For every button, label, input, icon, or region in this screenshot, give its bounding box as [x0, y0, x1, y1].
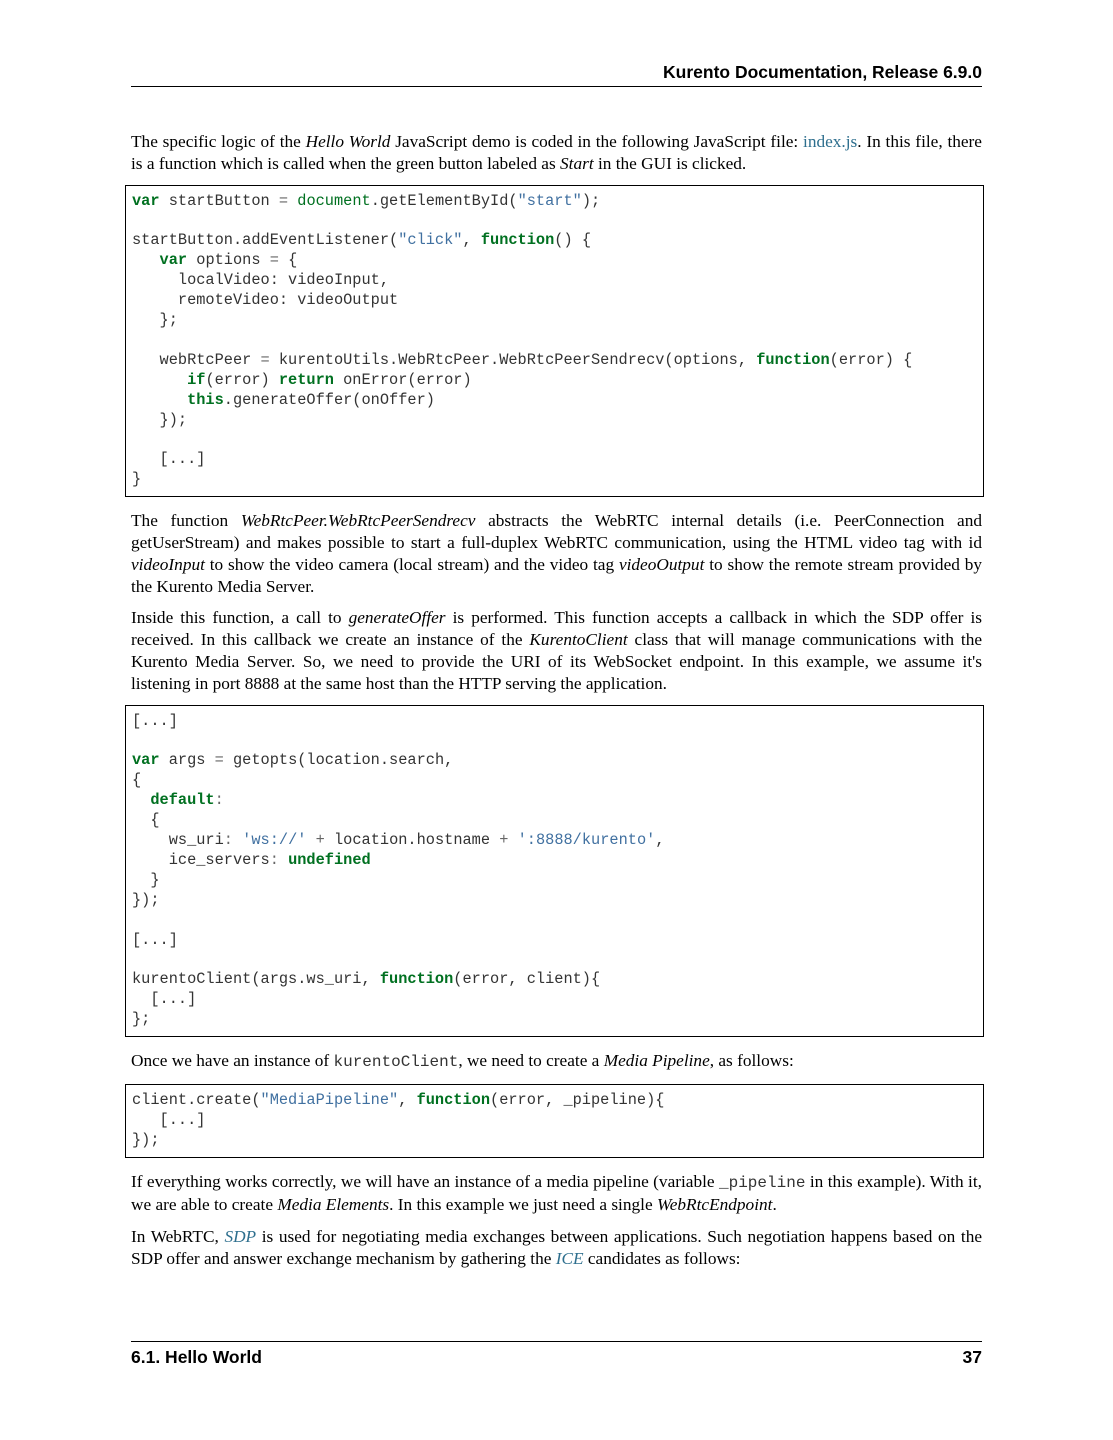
- code-token: startButton: [159, 191, 279, 210]
- text: abstracts the WebRTC internal details (i.e. PeerConnection and getUserStream) and makes possible to start a full-duplex WebRTC communication, using the HTML video tag with id: [131, 511, 982, 552]
- code-token: {: [278, 251, 298, 270]
- code-token: [508, 831, 517, 849]
- code-token: if: [187, 370, 206, 389]
- code-token: kurentoClient(args.ws_uri,: [132, 970, 380, 989]
- code-token: (error) {: [829, 350, 913, 369]
- text: is performed. This function accepts a callback in which the SDP offer is received. In this callback we create an instance of the: [131, 608, 982, 650]
- code-line: }: [132, 870, 160, 889]
- emphasis-hello-world: Hello World: [305, 132, 391, 151]
- page-header: [131, 62, 982, 87]
- code-token: +: [315, 831, 325, 849]
- code-token: [288, 192, 297, 210]
- text: is used for negotiating media exchanges between applications. Such negotiation happens based on the SDP offer and answer exchange mechanism by gathering the: [131, 1227, 983, 1268]
- index-js-link[interactable]: index.js: [803, 132, 858, 151]
- text: class that will manage communications with the Kurento Media Server. So, we need to provide the URI of its WebSocket endpoint. In this example, we assume it's listening in port 8888 at the same host than the HTTP serving the application.: [131, 630, 983, 693]
- code-token: return: [278, 370, 334, 389]
- code-token: document: [297, 191, 371, 210]
- text: Inside this function, a call to: [131, 608, 349, 628]
- code-token: onError(error): [333, 370, 472, 389]
- code-token: function: [480, 231, 555, 250]
- sdp-link[interactable]: SDP: [224, 1227, 257, 1247]
- document-title: Kurento Documentation, Release 6.9.0: [663, 62, 982, 82]
- code-line: [...]: [132, 990, 197, 1009]
- code-line: };: [132, 1010, 151, 1029]
- code-token: "MediaPipeline": [260, 1090, 399, 1109]
- emphasis-videoinput: videoInput: [131, 554, 205, 574]
- code-token: ws_uri: [132, 831, 224, 849]
- code-token: var: [132, 191, 160, 210]
- code-token: 'ws://': [242, 831, 307, 849]
- text: in the GUI is clicked.: [593, 153, 747, 173]
- code-token: [233, 831, 242, 849]
- emphasis-videooutput: videoOutput: [618, 554, 705, 574]
- code-token: function: [416, 1090, 491, 1109]
- code-token: ,: [655, 831, 665, 849]
- code-token: () {: [554, 231, 591, 250]
- text: candidates as follows:: [583, 1248, 741, 1268]
- code-token: ,: [398, 1090, 417, 1109]
- code-line: [...]: [132, 1110, 206, 1129]
- text: The specific logic of the: [131, 132, 306, 151]
- text: If everything works correctly, we will have an instance of a media pipeline (variable: [131, 1171, 719, 1191]
- paragraph-sdp-ice: [131, 1226, 982, 1270]
- code-token: ':8888/kurento': [517, 831, 656, 849]
- code-token: (error): [205, 370, 279, 389]
- code-token: undefined: [288, 850, 371, 869]
- code-token: var: [132, 751, 160, 770]
- page-content: [131, 131, 982, 1280]
- code-token: default: [150, 791, 215, 810]
- code-line: });: [132, 1130, 160, 1149]
- code-token: =: [260, 350, 270, 369]
- emphasis-webrtcpeer: WebRtcPeer.WebRtcPeerSendrecv: [240, 511, 476, 531]
- paragraph-media-pipeline: [131, 1050, 982, 1074]
- emphasis-kurentoclient: KurentoClient: [529, 630, 628, 650]
- text: in this example). With it, we are able to create: [131, 1171, 982, 1215]
- code-token: :: [269, 850, 279, 869]
- text: . In this example we just need a single: [389, 1195, 657, 1215]
- code-token: [132, 371, 187, 389]
- code-token: =: [269, 251, 279, 270]
- code-line: [...]: [132, 711, 178, 730]
- ice-link[interactable]: ICE: [555, 1248, 584, 1268]
- emphasis-start: Start: [560, 153, 594, 173]
- paragraph-sendrecv: [131, 510, 982, 597]
- code-token: kurentoUtils.WebRtcPeer.WebRtcPeerSendrecv(options,: [269, 350, 757, 369]
- code-token: "click": [398, 231, 463, 250]
- code-token: [306, 831, 315, 849]
- code-token: function: [379, 970, 454, 989]
- code-line: }: [132, 470, 142, 489]
- emphasis-generateoffer: generateOffer: [348, 608, 446, 628]
- code-token: [132, 251, 160, 269]
- code-block-kurento-client: [125, 705, 984, 1038]
- code-token: "start": [517, 191, 582, 210]
- code-line: };: [132, 311, 178, 330]
- code-token: =: [214, 751, 224, 770]
- text: In WebRTC,: [131, 1227, 225, 1247]
- section-title: 6.1. Hello World: [131, 1347, 262, 1367]
- code-token: options: [187, 251, 270, 270]
- code-line: remoteVideo: videoOutput: [132, 291, 399, 310]
- code-token: (error, _pipeline){: [490, 1090, 665, 1109]
- code-line: });: [132, 890, 160, 909]
- text: . In this file, there is a function which is called when the green button labeled as: [131, 132, 982, 173]
- code-line: [...]: [132, 930, 178, 949]
- inline-code-kurentoclient: kurentoClient: [333, 1053, 459, 1072]
- code-token: getopts(location.search,: [223, 751, 454, 770]
- text: , as follows:: [709, 1051, 794, 1071]
- code-token: );: [581, 191, 601, 210]
- code-line: localVideo: videoInput,: [132, 271, 390, 290]
- text: to show the video camera (local stream) and the video tag: [204, 554, 619, 574]
- code-token: (error, client){: [453, 970, 601, 989]
- code-token: startButton.addEventListener(: [132, 231, 399, 250]
- code-token: :: [214, 791, 224, 810]
- text: The function: [131, 511, 241, 531]
- code-line: {: [132, 771, 142, 790]
- text: to show the remote stream provided by the Kurento Media Server.: [131, 554, 982, 596]
- code-token: [132, 791, 150, 809]
- paragraph-generate-offer: [131, 607, 982, 694]
- code-token: this: [187, 390, 224, 409]
- code-token: location.hostname: [324, 831, 500, 849]
- text: Once we have an instance of: [131, 1051, 334, 1071]
- code-line: });: [132, 410, 188, 429]
- paragraph-media-elements: [131, 1171, 982, 1217]
- code-token: :: [223, 831, 233, 849]
- code-token: +: [499, 831, 509, 849]
- code-token: =: [278, 191, 289, 210]
- code-token: [132, 391, 187, 409]
- text: .: [772, 1195, 777, 1215]
- code-token: [279, 851, 288, 869]
- code-token: var: [159, 251, 188, 270]
- code-block-create-pipeline: [125, 1084, 984, 1158]
- page-number: 37: [962, 1347, 982, 1367]
- emphasis-media-elements: Media Elements: [277, 1195, 390, 1215]
- code-block-start-button: [125, 185, 984, 498]
- page-footer: [131, 1341, 982, 1368]
- code-token: webRtcPeer: [132, 350, 261, 369]
- code-token: ,: [462, 231, 481, 250]
- code-token: args: [159, 751, 215, 770]
- emphasis-media-pipeline: Media Pipeline: [603, 1051, 710, 1071]
- inline-code-pipeline: _pipeline: [719, 1173, 806, 1192]
- paragraph-intro: [131, 131, 982, 175]
- text: , we need to create a: [458, 1051, 604, 1071]
- text: JavaScript demo is coded in the following JavaScript file:: [390, 132, 804, 151]
- code-token: function: [756, 350, 830, 369]
- emphasis-webrtcendpoint: WebRtcEndpoint: [656, 1195, 773, 1215]
- code-token: .generateOffer(onOffer): [223, 390, 435, 409]
- code-line: {: [132, 811, 160, 830]
- code-token: client.create(: [132, 1090, 261, 1109]
- code-line: [...]: [132, 450, 206, 469]
- code-token: .getElementById(: [370, 191, 518, 210]
- code-token: ice_servers: [132, 850, 270, 869]
